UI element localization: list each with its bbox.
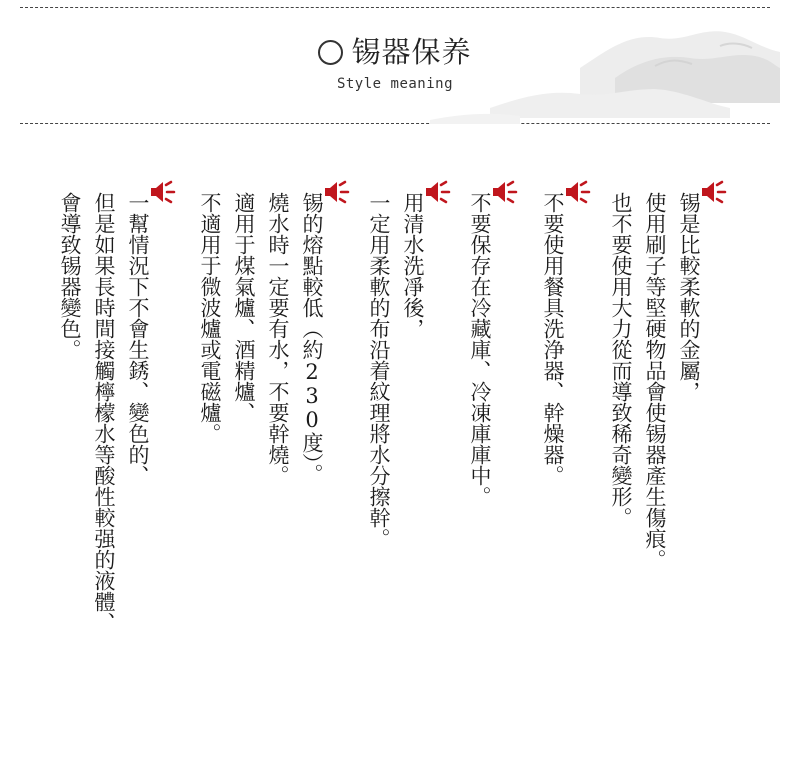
section-6-line-3: 會導致锡器變色。 [58,192,82,360]
speaker-icon[interactable] [424,180,451,204]
section-1-line-3: 也不要使用大力從而導致稀奇變形。 [609,192,633,528]
section-5-line-4: 不適用于微波爐或電磁爐。 [198,192,222,444]
section-4-line-2: 一定用柔軟的布沿着紋理將水分擦幹。 [367,192,391,549]
speaker-icon[interactable] [491,180,518,204]
page-title [0,32,790,72]
header [0,32,790,92]
speaker-icon[interactable] [700,180,727,204]
circle-icon [318,40,343,65]
section-1-line-2: 使用刷子等堅硬物品會使锡器產生傷痕。 [643,192,667,570]
section-2-line-1: 不要使用餐具洗浄器、幹燥器。 [541,192,565,486]
section-3-line-1: 不要保存在冷藏庫、冷凍庫庫中。 [468,192,492,507]
section-5-line-3: 適用于煤氣爐、酒精爐、 [232,192,256,423]
section-6-line-1: 一幫情況下不會生銹、變色的、 [126,192,150,486]
speaker-icon[interactable] [564,180,591,204]
title-text: 锡器保养 [351,35,472,69]
page-subtitle: Style meaning [336,76,454,92]
speaker-icon[interactable] [149,180,176,204]
speaker-icon[interactable] [323,180,350,204]
section-5-line-1: 锡的熔點較低（約230度）。 [300,192,324,485]
section-4-line-1: 用清水洗凈後， [401,192,425,339]
section-1-line-1: 锡是比較柔軟的金屬， [677,192,701,402]
section-6-line-2: 但是如果長時間接觸檸檬水等酸性較强的液體、 [92,192,116,633]
section-5-line-2: 燒水時一定要有水，不要幹燒。 [266,192,290,486]
